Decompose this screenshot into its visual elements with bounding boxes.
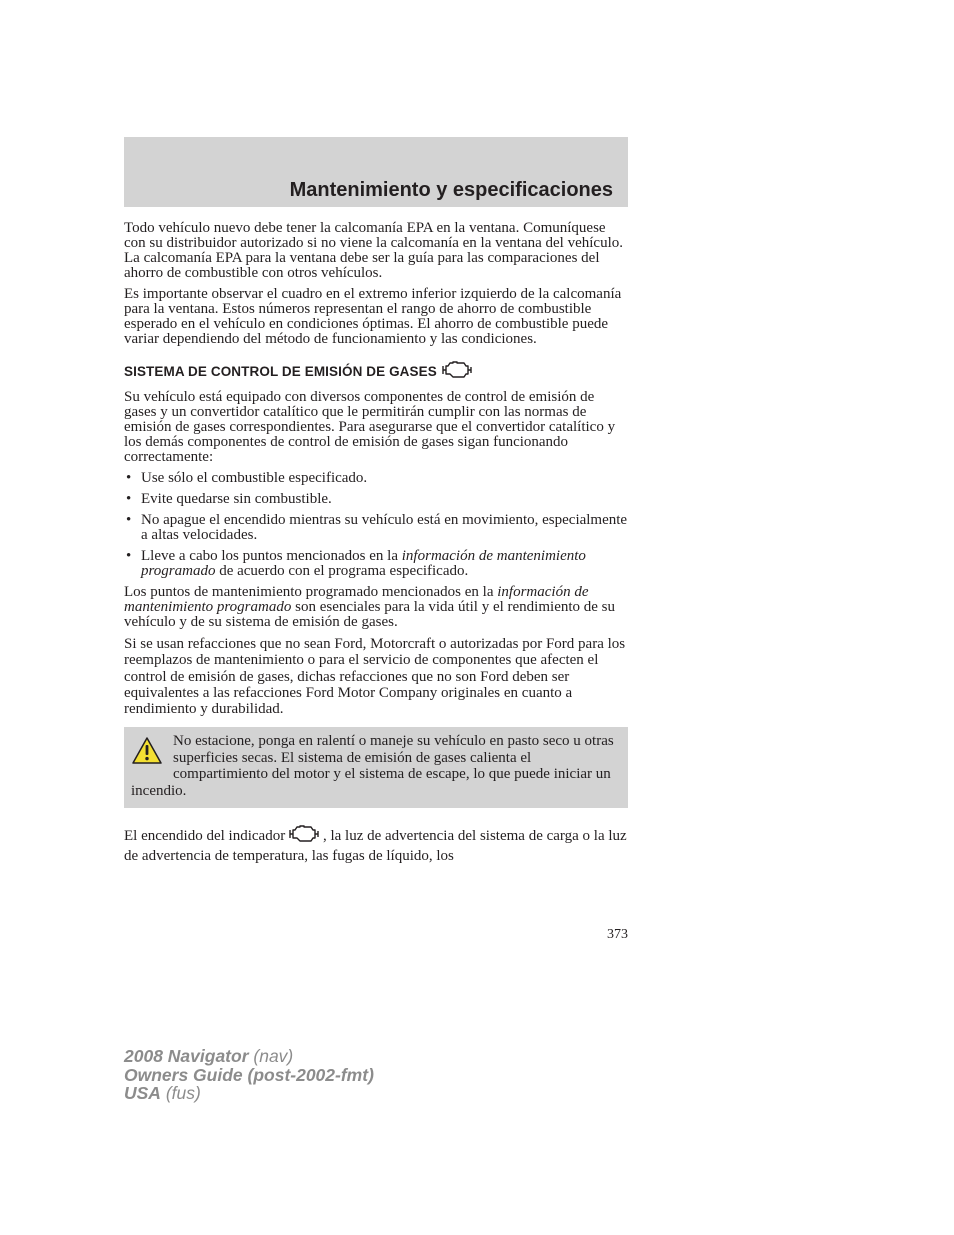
warning-box	[124, 727, 628, 808]
maintenance-bullet-list	[124, 471, 628, 579]
list-item: • Use sólo el combustible especificado.	[126, 470, 368, 486]
document-footer: 2008 Navigator (nav) Owners Guide (post-2002-fmt) USA (fus)	[124, 1046, 374, 1103]
section-header-band	[124, 137, 628, 207]
list-item: • Evite quedarse sin combustible.	[126, 491, 332, 507]
engine-icon	[442, 361, 472, 382]
paragraph-epa-label: Todo vehículo nuevo debe tener la calcomanía EPA en la ventana. Comuníquese con su distribuidor autorizado si no viene la calcomanía en la ventana del vehículo. La calcomanía EPA para la ventana debe ser la guía para las comparaciones del ahorro de combustible con otros vehículos.	[124, 220, 623, 281]
paragraph-fuel-economy: Es importante observar el cuadro en el extremo inferior izquierdo de la calcomanía para la ventana. Estos números representan el rango de ahorro de combustible esperado en el vehículo en condiciones óptimas. El ahorro de combustible puede variar dependiendo del método de funcionamiento y las condiciones.	[124, 286, 622, 347]
warning-text: No estacione, ponga en ralentí o maneje su vehículo en pasto seco u otras superficies secas. El sistema de emisión de gases calienta el compartimiento del motor y el sistema de escape, lo que puede iniciar un incendio.	[131, 733, 614, 799]
warning-triangle-icon	[131, 736, 163, 766]
paragraph-emission-components: Su vehículo está equipado con diversos componentes de control de emisión de gases y un convertidor catalítico que le permitirán cumplir con las normas de emisión de gases correspondientes. Para asegurarse que el convertidor catalítico y los demás componentes de control de emisión de gases sigan funcionando correctamente:	[124, 389, 616, 465]
page-number: 373	[607, 927, 628, 942]
list-item: • Lleve a cabo los puntos mencionados en la información de mantenimiento programado de acuerdo con el programa especificado.	[126, 548, 586, 579]
list-item: • No apague el encendido mientras su vehículo está en movimiento, especialmente a altas velocidades.	[126, 512, 628, 543]
paragraph-scheduled-maintenance: Los puntos de mantenimiento programado mencionados en la información de mantenimiento programado son esenciales para la vida útil y el rendimiento de su vehículo y de su sistema de emisión de gases.	[124, 584, 616, 630]
section-heading-text: SISTEMA DE CONTROL DE EMISIÓN DE GASES	[124, 363, 437, 379]
engine-icon	[289, 825, 319, 848]
page-title: Mantenimiento y especificaciones	[289, 179, 613, 201]
paragraph-replacement-parts: Si se usan refacciones que no sean Ford, Motorcraft o autorizadas por Ford para los reemplazos de mantenimiento o para el servicio de componentes que afecten el control de emisión de gases, dichas refacciones que no son Ford deben ser equivalentes a las refacciones Ford Motor Company originales en cuanto a rendimiento y durabilidad.	[124, 636, 626, 718]
paragraph-indicator: El encendido del indicador , la luz de advertencia del sistema de carga o la luz de advertencia de temperatura, las fugas de líquido, los	[124, 825, 628, 865]
main-content	[124, 221, 628, 871]
section-heading	[124, 361, 628, 381]
